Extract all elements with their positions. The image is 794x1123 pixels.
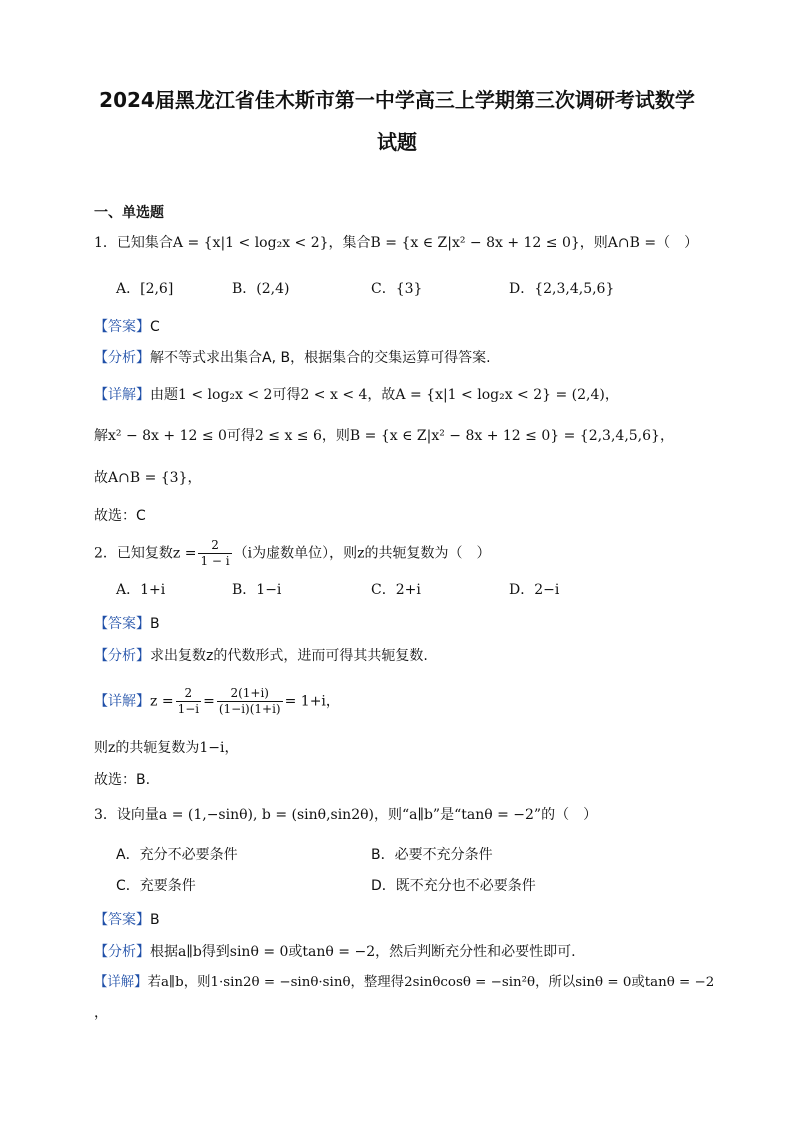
q3-option-b: B．必要不充分条件 bbox=[371, 847, 493, 863]
q1-detail-1: 由题1 < log₂x < 2可得2 < x < 4，故A = {x|1 < log₂x < 2} = (2,4)， bbox=[150, 387, 619, 403]
q2-option-a: A．1+i bbox=[116, 582, 166, 598]
analysis-tag: 【分析】 bbox=[94, 944, 150, 960]
q3-stem: 3．设向量a = (1,−sinθ), b = (sinθ,sin2θ)，则“a∥b”是“tanθ = −2”的（ ） bbox=[94, 807, 598, 823]
fraction-numerator: 2 bbox=[176, 686, 202, 702]
q2-detail-fraction-1 bbox=[176, 686, 202, 717]
q2-analysis: 求出复数z的代数形式，进而可得其共轭复数. bbox=[150, 648, 428, 664]
analysis-tag: 【分析】 bbox=[94, 350, 150, 366]
q3-answer-line bbox=[94, 909, 160, 931]
q2-detail-line bbox=[94, 686, 340, 717]
q2-stem bbox=[94, 538, 490, 569]
detail-tag: 【详解】 bbox=[94, 387, 150, 403]
q2-stem-post: （i为虚数单位），则z的共轭复数为（ ） bbox=[233, 545, 491, 562]
q2-option-c: C．2+i bbox=[371, 582, 421, 598]
equals-sign: = bbox=[203, 693, 215, 710]
q3-option-a: A．充分不必要条件 bbox=[116, 847, 238, 863]
q3-detail-tail: ， bbox=[94, 1005, 108, 1021]
q2-detail-post: = 1+i， bbox=[284, 693, 340, 710]
detail-tag: 【详解】 bbox=[94, 975, 148, 990]
q2-fraction-numerator: 2 bbox=[198, 538, 231, 554]
section-heading: 一、单选题 bbox=[94, 205, 164, 221]
answer-tag: 【答案】 bbox=[94, 319, 150, 335]
q1-analysis: 解不等式求出集合A, B，根据集合的交集运算可得答案. bbox=[150, 350, 491, 366]
q3-option-c: C．充要条件 bbox=[116, 878, 196, 894]
fraction-numerator: 2(1+i) bbox=[217, 686, 283, 702]
q1-detail-line-3: 故A∩B = {3}， bbox=[94, 470, 202, 486]
q1-answer: C bbox=[150, 319, 160, 335]
answer-tag: 【答案】 bbox=[94, 616, 150, 632]
fraction-denominator: (1−i)(1+i) bbox=[218, 702, 281, 716]
q2-fraction-denominator: 1 − i bbox=[200, 554, 230, 568]
q2-option-b: B．1−i bbox=[232, 582, 282, 598]
document-title-line-2: 试题 bbox=[377, 130, 417, 154]
q3-analysis: 根据a∥b得到sinθ = 0或tanθ = −2，然后判断充分性和必要性即可. bbox=[150, 944, 576, 960]
q2-answer-line bbox=[94, 613, 160, 635]
q2-detail-pre: z = bbox=[150, 693, 174, 710]
q1-detail-line-2: 解x² − 8x + 12 ≤ 0可得2 ≤ x ≤ 6，则B = {x ∈ Z|x² − 8x + 12 ≤ 0} = {2,3,4,5,6}， bbox=[94, 428, 674, 444]
q1-option-c: C．{3} bbox=[371, 281, 423, 297]
q3-detail-line bbox=[94, 972, 714, 994]
q3-answer: B bbox=[150, 912, 160, 928]
q2-option-d: D．2−i bbox=[509, 582, 560, 598]
q1-detail-line-1 bbox=[94, 384, 619, 406]
q1-option-b: B．(2,4) bbox=[232, 281, 290, 297]
answer-tag: 【答案】 bbox=[94, 912, 150, 928]
q2-stem-pre: 2．已知复数z = bbox=[94, 545, 197, 562]
q1-option-a: A．[2,6] bbox=[116, 281, 174, 297]
q1-option-d: D．{2,3,4,5,6} bbox=[509, 281, 615, 297]
q2-conjugate: 则z的共轭复数为1−i， bbox=[94, 740, 239, 756]
q2-fraction bbox=[198, 538, 231, 569]
document-title-line-1: 2024届黑龙江省佳木斯市第一中学高三上学期第三次调研考试数学 bbox=[99, 88, 695, 112]
q2-answer: B bbox=[150, 616, 160, 632]
q1-answer-line bbox=[94, 316, 160, 338]
detail-tag: 【详解】 bbox=[94, 693, 150, 710]
q3-detail: 若a∥b，则1·sin2θ = −sinθ·sinθ，整理得2sinθcosθ = −sin²θ，所以sinθ = 0或tanθ = −2 bbox=[147, 975, 715, 990]
fraction-denominator: 1−i bbox=[177, 702, 200, 716]
q2-choice: 故选：B. bbox=[94, 772, 151, 788]
q2-detail-fraction-2 bbox=[217, 686, 283, 717]
q3-analysis-line bbox=[94, 941, 576, 963]
q1-stem: 1．已知集合A = {x|1 < log₂x < 2}，集合B = {x ∈ Z|x² − 8x + 12 ≤ 0}，则A∩B =（ ） bbox=[94, 235, 699, 251]
q1-choice: 故选：C bbox=[94, 508, 146, 524]
q3-option-d: D．既不充分也不必要条件 bbox=[371, 878, 536, 894]
q1-analysis-line bbox=[94, 347, 491, 369]
analysis-tag: 【分析】 bbox=[94, 648, 150, 664]
q2-analysis-line bbox=[94, 645, 428, 667]
